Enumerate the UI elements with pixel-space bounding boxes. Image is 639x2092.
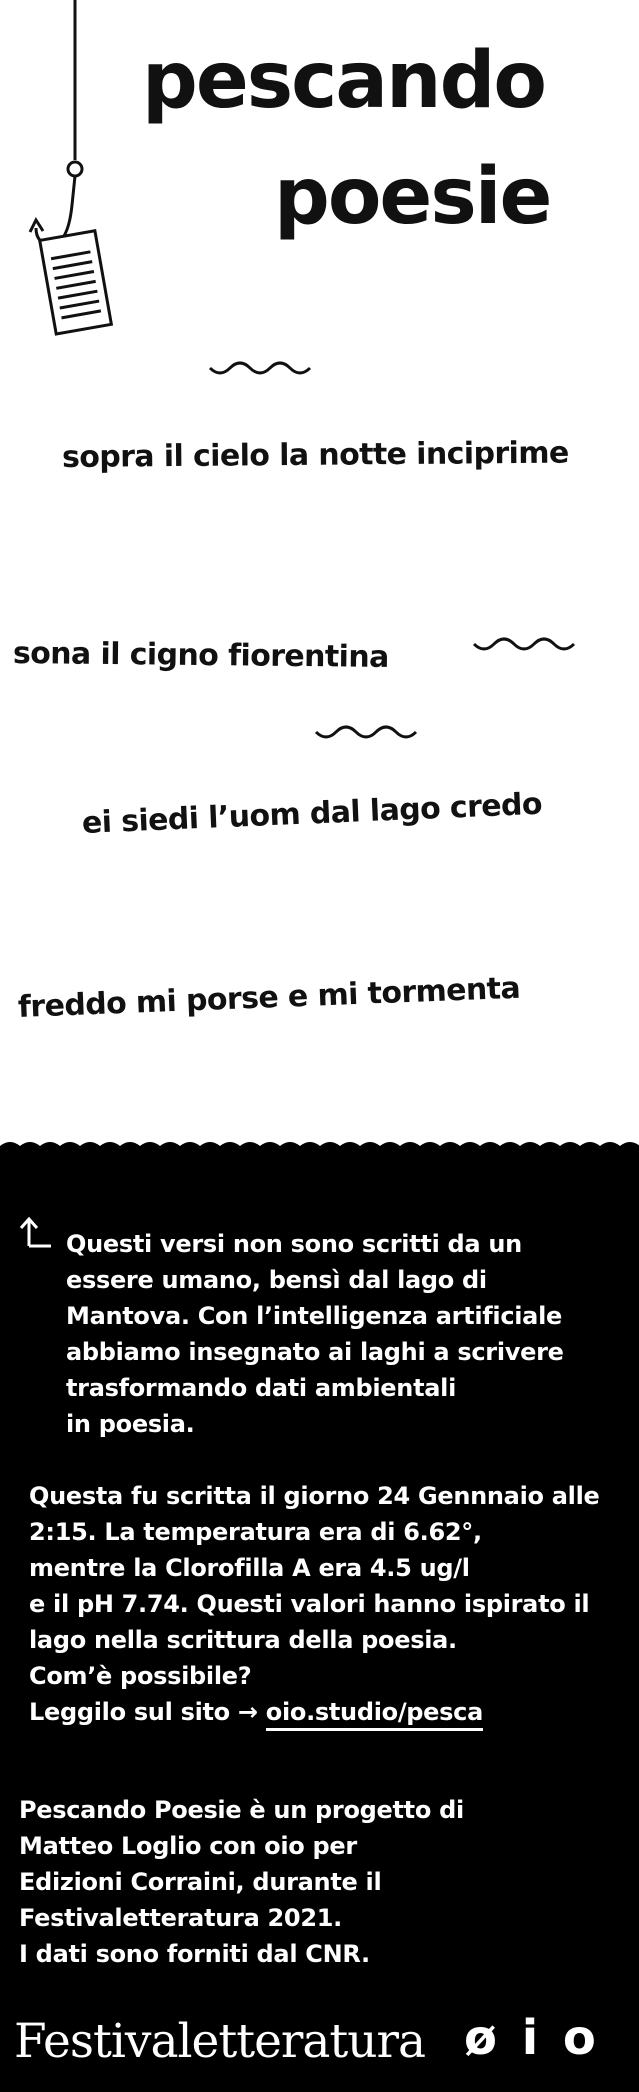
verse-line-2: sona il cigno fiorentina — [12, 636, 389, 675]
credits-line: Edizioni Corraini, durante il — [19, 1868, 382, 1896]
poem-data-paragraph — [29, 1478, 599, 1730]
poem-data-line: lago nella scrittura della poesia. — [29, 1626, 457, 1654]
poem-data-line: Com’è possibile? — [29, 1662, 252, 1690]
squiggle-icon — [314, 724, 418, 744]
poem-data-line: e il pH 7.74. Questi valori hanno ispirato il — [29, 1590, 590, 1618]
verse-line-3: ei siedi l’uom dal lago credo — [81, 786, 543, 841]
poem-data-line: mentre la Clorofilla A era 4.5 ug/l — [29, 1554, 470, 1582]
info-line: Questi versi non sono scritti da un — [66, 1230, 522, 1258]
festivaletteratura-logo: Festivaletteratura — [14, 2014, 426, 2069]
oio-logo: ø i o — [464, 2010, 600, 2066]
link-prefix: Leggilo sul sito → — [29, 1698, 258, 1726]
info-line: essere umano, bensì dal lago di — [66, 1266, 487, 1294]
verse-line-4: freddo mi porse e mi tormenta — [17, 970, 521, 1025]
website-link[interactable]: oio.studio/pesca — [266, 1698, 483, 1731]
page-title-line-2: poesie — [274, 152, 551, 242]
paper-icon — [40, 231, 112, 334]
fishing-hook-illustration — [20, 0, 130, 345]
credits-line: I dati sono forniti dal CNR. — [19, 1940, 370, 1968]
credits-line: Pescando Poesie è un progetto di — [19, 1796, 464, 1824]
info-section — [0, 1146, 639, 2092]
squiggle-icon — [208, 360, 312, 380]
info-line: abbiamo insegnato ai laghi a scrivere — [66, 1338, 564, 1366]
info-paragraph — [66, 1226, 564, 1442]
credits-paragraph — [19, 1792, 464, 1972]
credits-line: Festivaletteratura 2021. — [19, 1904, 342, 1932]
squiggle-icon — [472, 636, 576, 656]
return-arrow-icon — [18, 1216, 54, 1250]
poem-data-line: 2:15. La temperatura era di 6.62°, — [29, 1518, 482, 1546]
poem-data-line: Questa fu scritta il giorno 24 Gennnaio alle — [29, 1482, 600, 1510]
verse-line-1: sopra il cielo la notte inciprime — [61, 435, 569, 475]
page-title-line-1: pescando — [142, 36, 545, 126]
credits-line: Matteo Loglio con oio per — [19, 1832, 357, 1860]
info-line: Mantova. Con l’intelligenza artificiale — [66, 1302, 562, 1330]
info-line: in poesia. — [66, 1410, 195, 1438]
info-line: trasformando dati ambientali — [66, 1374, 456, 1402]
